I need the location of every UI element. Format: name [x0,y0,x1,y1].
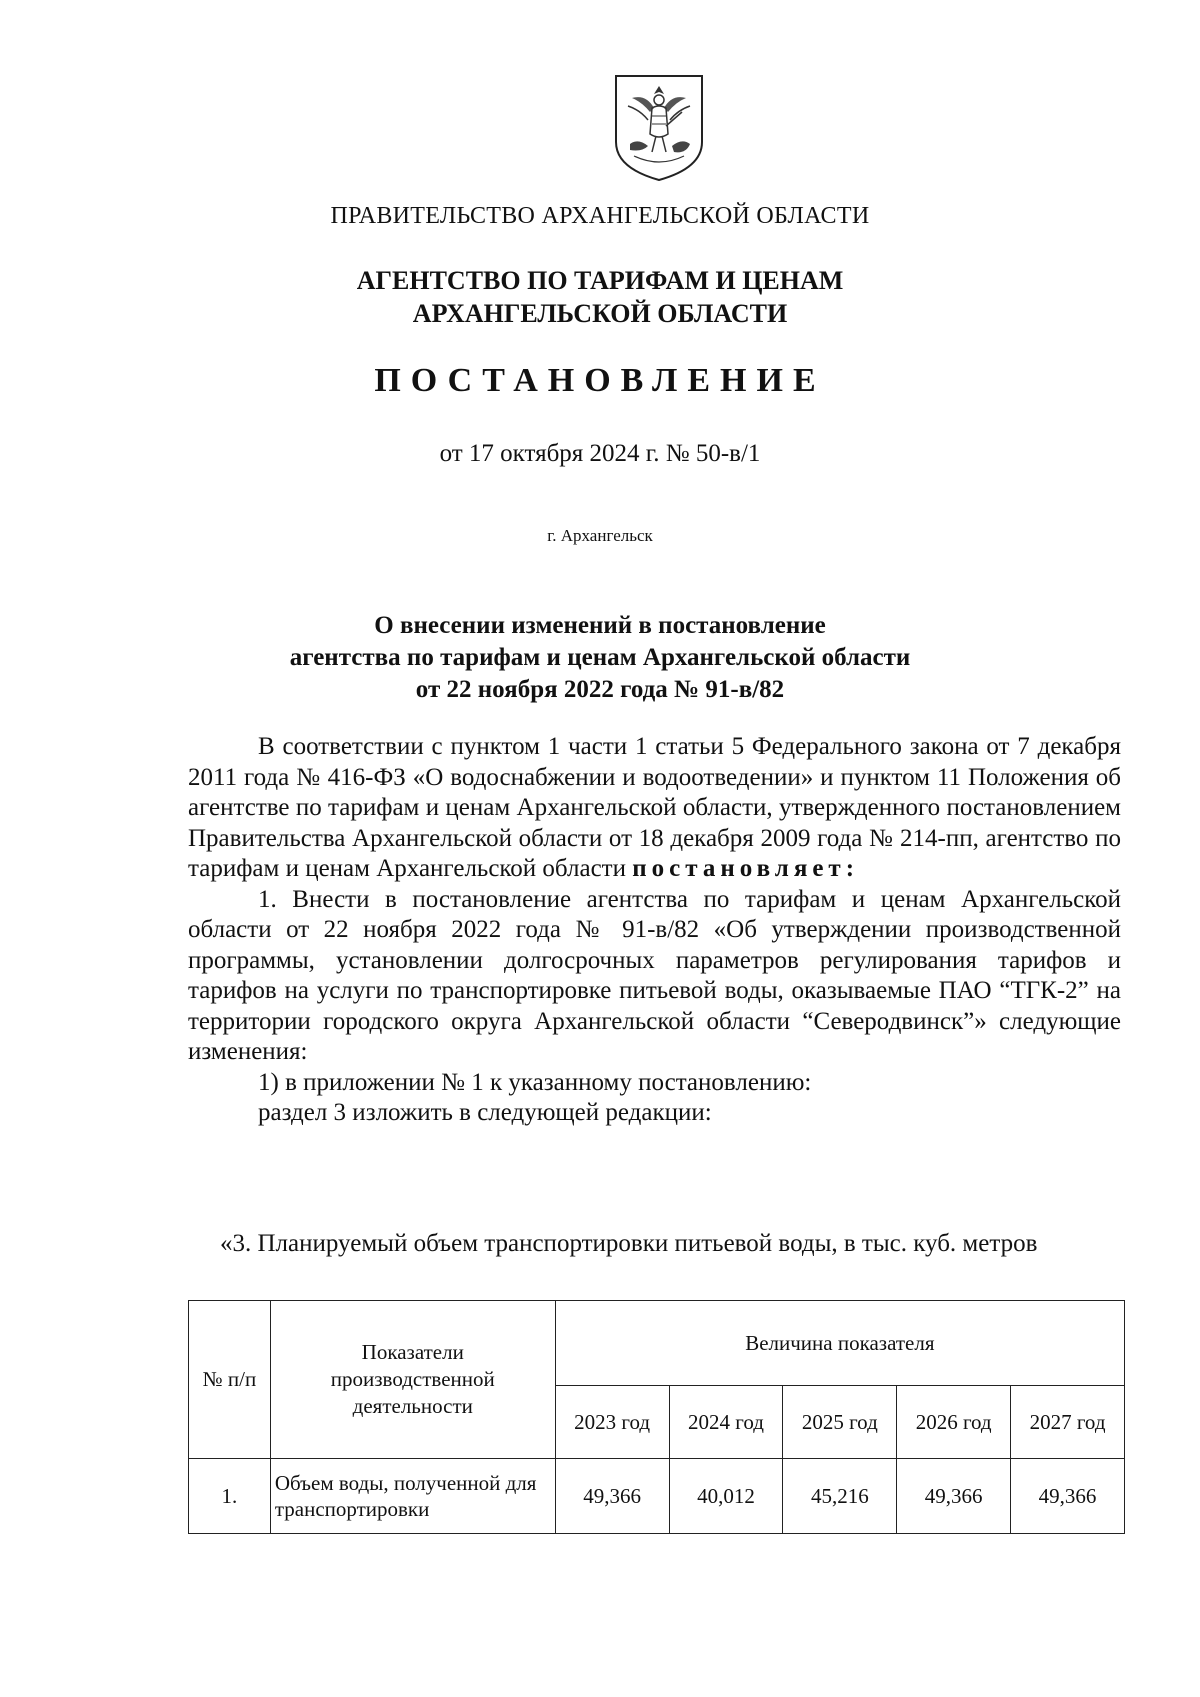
document-type-title: ПОСТАНОВЛЕНИЕ [374,362,826,399]
subject-line2: агентства по тарифам и ценам Архангельской области [289,644,911,671]
header-num: № п/п [189,1301,271,1459]
row-indicator: Объем воды, полученной для транспортировки [270,1459,555,1534]
year-header: 2026 год [897,1386,1011,1459]
agency-name-line2: АРХАНГЕЛЬСКОЙ ОБЛАСТИ [412,299,788,328]
year-header: 2023 год [555,1386,669,1459]
coat-of-arms-emblem [612,72,706,184]
item1-paragraph: 1. Внести в постановление агентства по тарифам и ценам Архангельской области от 22 ноября 2022 года № 91-в/82 «Об утверждении производственной программы, установлении долгосрочных параметров регулирования тарифов и тарифов на услуги по транспортировке питьевой воды, оказываемые ПАО “ТГК-2” на территории городского округа Архангельской области “Северодвинск”» следующие изменения: [188,885,1121,1065]
subject-line3: от 22 ноября 2022 года № 91-в/82 [415,676,785,703]
header-value: Величина показателя [555,1301,1124,1386]
subitem2-paragraph: раздел 3 изложить в следующей редакции: [258,1099,712,1126]
year-header: 2025 год [783,1386,897,1459]
table-header-row [189,1301,1125,1386]
row-value: 45,216 [783,1459,897,1534]
decree-word: постановляет: [632,855,860,882]
row-value: 49,366 [555,1459,669,1534]
volume-table [188,1300,1125,1534]
preamble-paragraph [188,732,1121,885]
subject-line1: О внесении изменений в постановление [374,612,826,639]
row-value: 49,366 [897,1459,1011,1534]
document-subject [0,610,1200,706]
section-title: «3. Планируемый объем транспортировки питьевой воды, в тыс. куб. метров [220,1230,1038,1257]
document-city: г. Архангельск [547,526,653,545]
document-body [188,732,1121,1129]
year-header: 2024 год [669,1386,783,1459]
document-date-number: от 17 октября 2024 г. № 50-в/1 [439,440,761,467]
agency-name-line1: АГЕНТСТВО ПО ТАРИФАМ И ЦЕНАМ [356,266,844,295]
row-value: 49,366 [1011,1459,1125,1534]
row-value: 40,012 [669,1459,783,1534]
row-num: 1. [189,1459,271,1534]
government-name: ПРАВИТЕЛЬСТВО АРХАНГЕЛЬСКОЙ ОБЛАСТИ [330,203,870,229]
preamble-text: В соответствии с пунктом 1 части 1 статьи 5 Федерального закона от 7 декабря 2011 года № 416-ФЗ «О водоснабжении и водоотведении» и пунктом 11 Положения об агентстве по тарифам и ценам Архангельской области, утвержденного постановлением Правительства Архангельской области от 18 декабря 2009 года № 214-пп, агентство по тарифам и ценам Архангельской области [188,733,1121,882]
year-header: 2027 год [1011,1386,1125,1459]
header-indicator: Показатели производственной деятельности [270,1301,555,1459]
subitem1-paragraph: 1) в приложении № 1 к указанному постановлению: [258,1068,812,1096]
table-row [189,1459,1125,1534]
agency-name [0,264,1200,330]
